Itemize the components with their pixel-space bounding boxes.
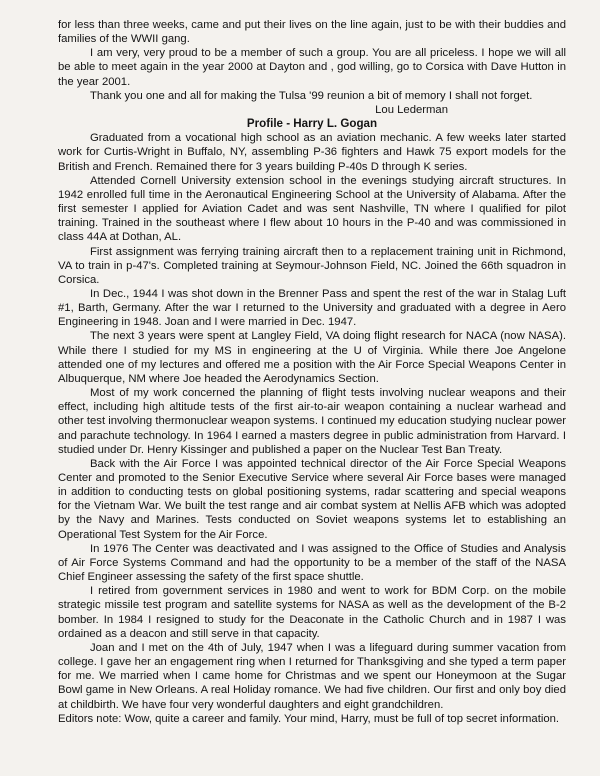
profile-paragraph-1: Graduated from a vocational high school as an aviation mechanic. A few weeks later started work for Curtis-Wright in Buffalo, NY, assembling P-36 fighters and Hawk 75 export models for the British and French. Remained there for 3 years building P-40s D through K series. — [58, 132, 566, 173]
profile-paragraph-5: The next 3 years were spent at Langley Field, VA doing flight research for NACA (now NASA). While there I studied for my MS in engineering at the U of Virginia. While there Joe Angelone attended one of my lectures and offered me a position with the Air Force Special Weapons Center in Albuquerque, NM where Joe headed the Aerodynamics Section. — [58, 330, 566, 385]
profile-paragraph-10: Joan and I met on the 4th of July, 1947 when I was a lifeguard during summer vacation from college. I gave her an engagement ring when I returned for Thanksgiving and she typed a term paper for me. We married when I came home for Christmas and we spent our Honeymoon at the Sugar Bowl game in New Orleans. A real Holiday romance. We had five children. Our first and only boy died at childbirth. We have four very wonderful daughters and eight grandchildren. — [58, 641, 566, 711]
profile-paragraph-8: In 1976 The Center was deactivated and I was assigned to the Office of Studies and Analysis of Air Force Systems Command and had the opportunity to be a member of the staff of the NASA Chief Engineer assessing the safety of the first space shuttle. — [58, 542, 566, 584]
profile-paragraph-3: First assignment was ferrying training aircraft then to a replacement training unit in Richmond, VA to train in p-47's. Completed training at Seymour-Johnson Field, NC. Joined the 66th squadron in Corsica. — [58, 245, 566, 286]
editors-note: Editors note: Wow, quite a career and family. Your mind, Harry, must be full of top secret information. — [58, 712, 560, 725]
profile-paragraph-4: In Dec., 1944 I was shot down in the Brenner Pass and spent the rest of the war in Stalag Luft #1, Barth, Germany. After the war I returned to the University and graduated with a degree in Aero Engineering in 1948. Joan and I were married in Dec. 1947. — [58, 287, 566, 329]
profile-paragraph-2: Attended Cornell University extension school in the evenings studying aircraft structures. In 1942 enrolled full time in the Aeronautical Engineering School at the University of Alabama. After the first semester I applied for Aviation Cadet and was sent Nashville, TN where I qualified for pilot training. Trained in the southeast where I flew about 10 hours in the P-40 and was commissioned in class 44A at Dothan, AL. — [58, 174, 566, 244]
profile-paragraph-6: Most of my work concerned the planning of flight tests involving nuclear weapons and their effect, including high altitude tests of the first air-to-air weapon containing a nuclear warhead and other test involving thermonuclear weapon systems. I continued my education studying nuclear power and parachute technology. In 1964 I earned a masters degree in public administration from Harvard. I studied under Dr. Henry Kissinger and published a paper on the Nuclear Test Ban Treaty. — [58, 387, 567, 456]
letter-signature: Lou Lederman — [375, 103, 448, 116]
letter-paragraph-3: Thank you one and all for making the Tulsa '99 reunion a bit of memory I shall not forget. — [90, 89, 533, 102]
letter-paragraph-2: I am very, very proud to be a member of such a group. You are all priceless. I hope we will all be able to meet again in the year 2000 at Dayton and , god willing, go to Corsica with Dave Hutton in the year 2001. — [58, 47, 566, 88]
profile-paragraph-9: I retired from government services in 1980 and went to work for BDM Corp. on the mobile strategic missile test program and satellite systems for NASA as well as the development of the B-2 bomber. In 1984 I resigned to study for the Deaconate in the Catholic Church and in 1987 I was ordained as a deacon and still serve in that capacity. — [58, 585, 566, 640]
profile-title: Profile - Harry L. Gogan — [246, 117, 378, 131]
profile-paragraph-7: Back with the Air Force I was appointed technical director of the Air Force Special Weapons Center and promoted to the Senior Executive Service where several Air Force bases were managed in addition to conducting tests on global positioning systems, radar scattering and special weapons for the Vietnam War. We built the test range and air combat system at Nellis AFB which was adopted by the Navy and Marines. Tests conducted on Soviet weapons systems let to establishing an Operational Test System for the Air Force. — [58, 457, 566, 541]
letter-paragraph-1: for less than three weeks, came and put their lives on the line again, just to be with their buddies and families of the WWII gang. — [58, 19, 566, 46]
